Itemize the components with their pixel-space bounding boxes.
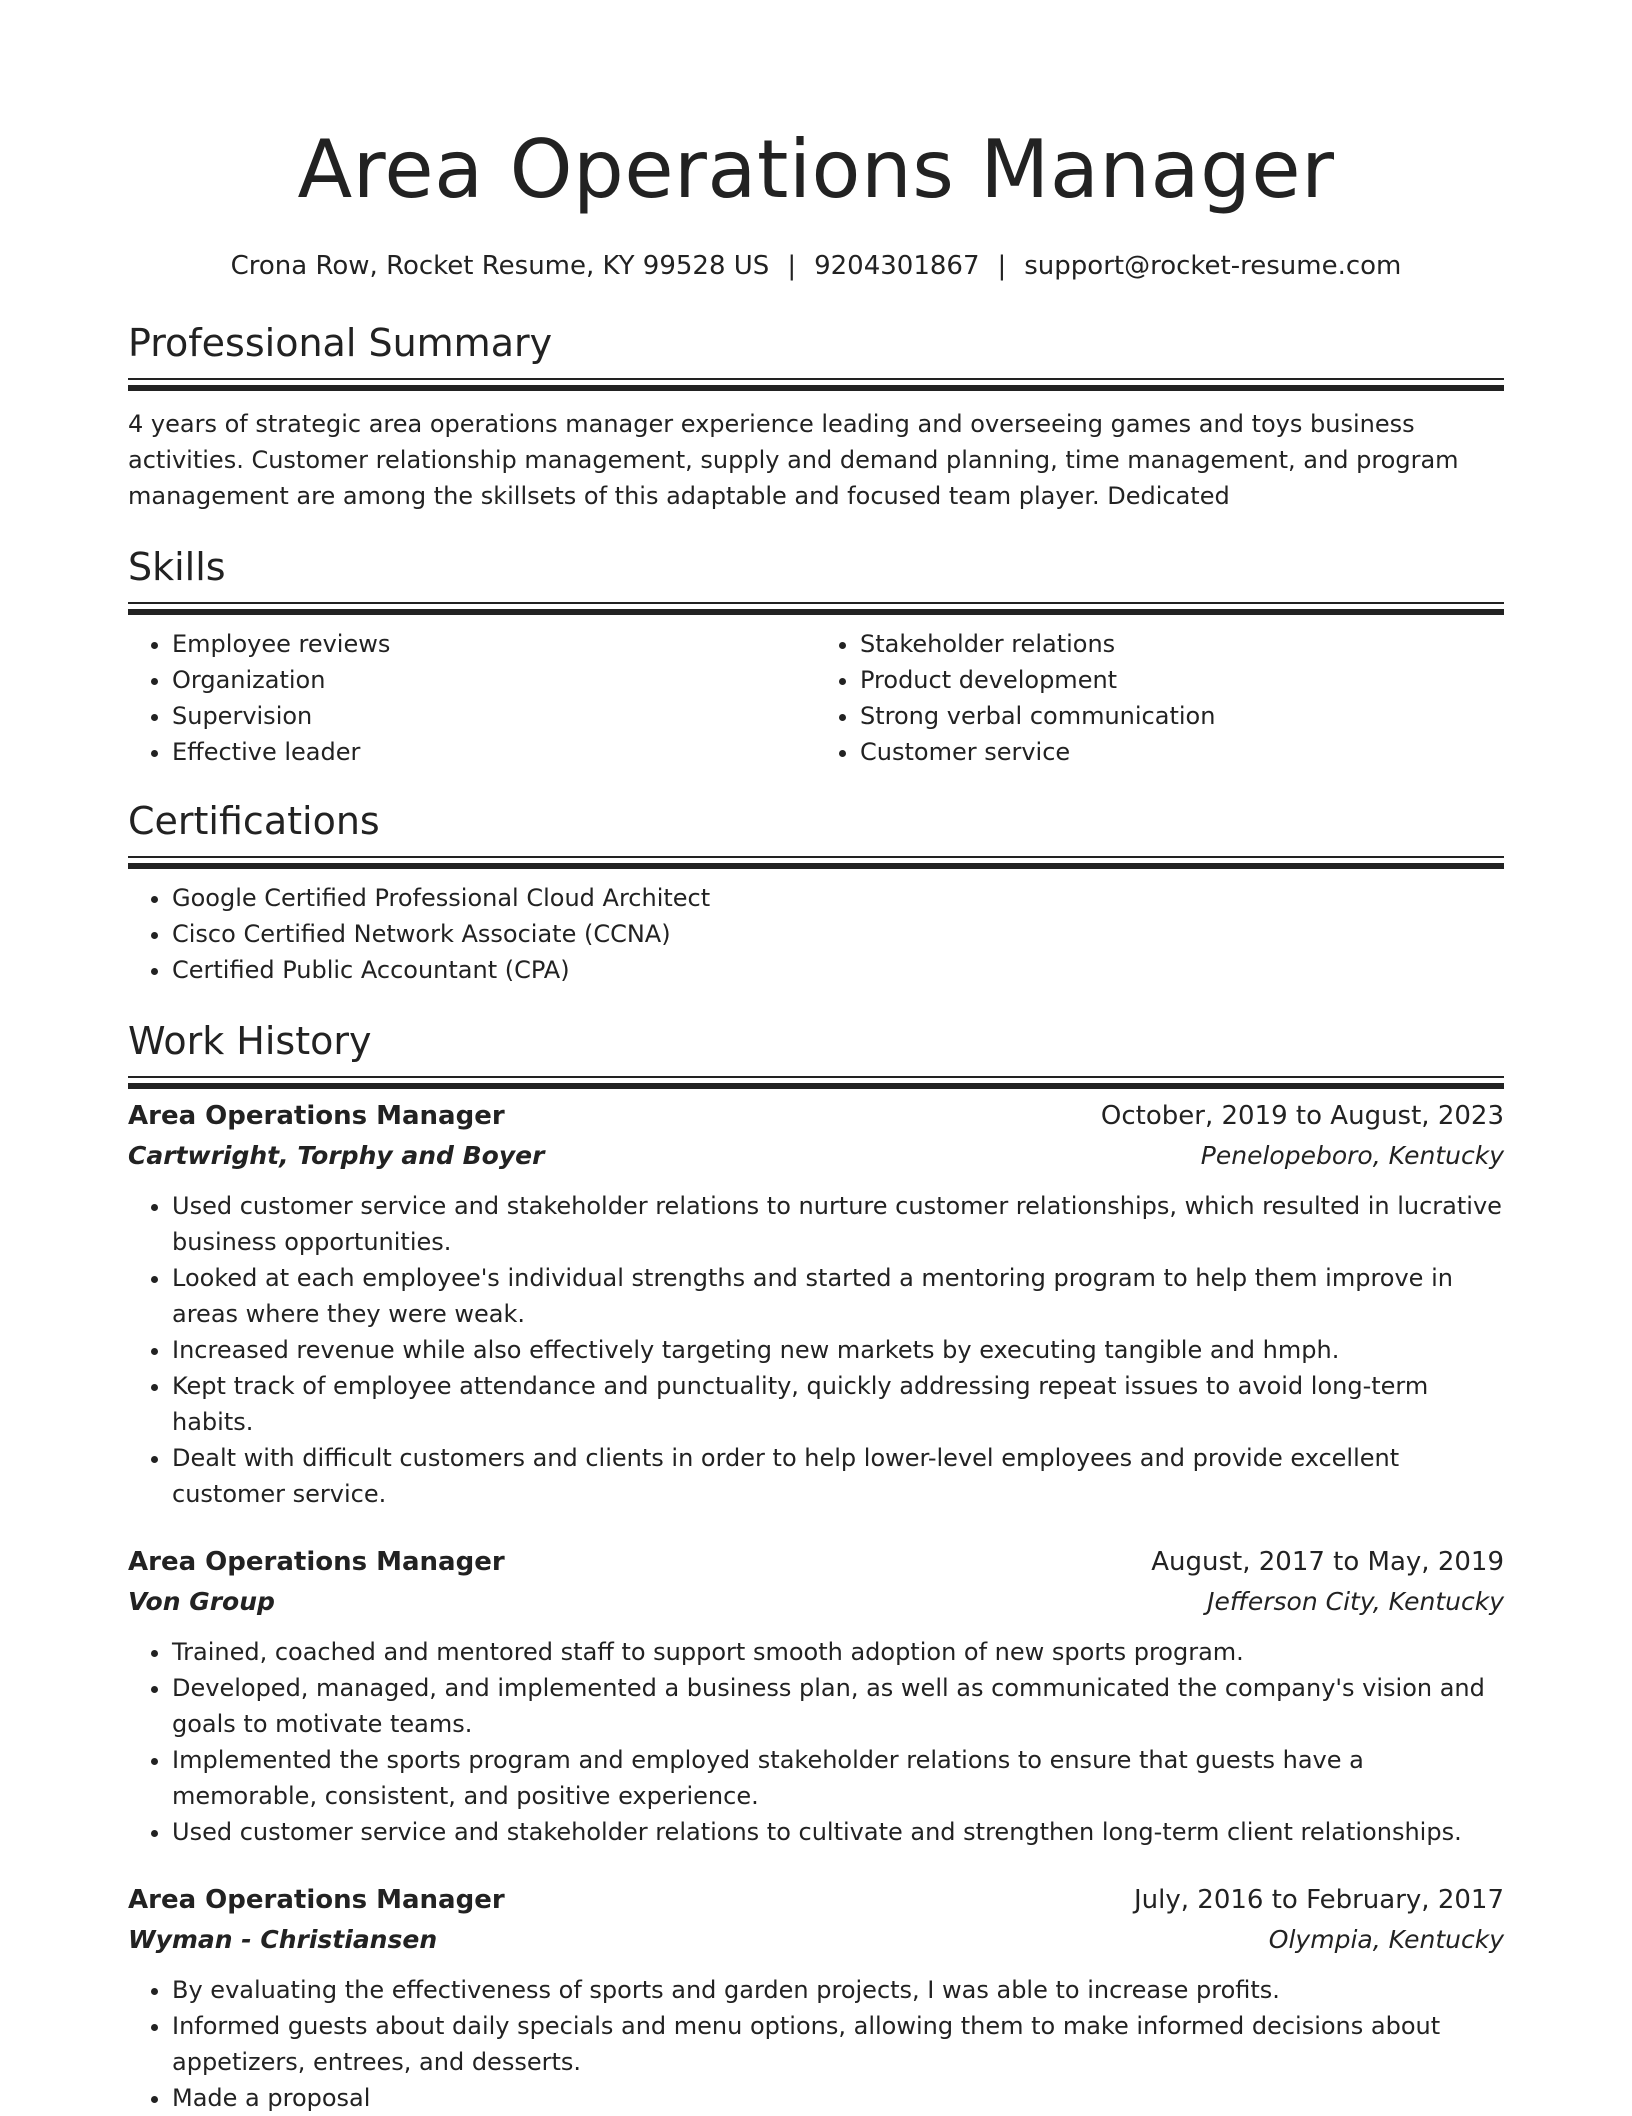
job-company: Cartwright, Torphy and Boyer — [128, 1141, 545, 1170]
job-entry — [128, 1544, 1504, 1850]
job-location: Jefferson City, Kentucky — [1207, 1587, 1504, 1616]
job-company: Von Group — [128, 1587, 275, 1616]
contact-separator: | — [787, 251, 797, 281]
job-bullet: • Used customer service and stakeholder relations to cultivate and strengthen long-term client relationships. — [172, 1814, 1504, 1850]
job-subheader — [128, 1584, 1504, 1620]
contact-line — [128, 248, 1504, 284]
skill-item: • Product development — [860, 662, 1504, 698]
certification-item: • Cisco Certified Network Associate (CCNA) — [172, 916, 1504, 952]
summary-text: 4 years of strategic area operations manager experience leading and overseeing games and toys business activities. Customer relationship management, supply and demand planning, time management, and program management are among the skillsets of this adaptable and focused team player. Dedicated — [128, 410, 1459, 510]
skills-list-left — [128, 626, 816, 770]
job-bullet: • Used customer service and stakeholder relations to nurture customer relationships, which resulted in lucrative business opportunities. — [172, 1188, 1504, 1260]
contact-phone: 9204301867 — [814, 251, 980, 281]
work-history-section — [128, 1016, 1504, 2116]
resume-name: Area Operations Manager — [297, 123, 1335, 216]
contact-address: Crona Row, Rocket Resume, KY 99528 US — [230, 251, 770, 281]
job-bullet: • Kept track of employee attendance and punctuality, quickly addressing repeat issues to avoid long-term habits. — [172, 1368, 1504, 1440]
section-divider — [128, 1076, 1504, 1078]
section-title-summary: Professional Summary — [128, 321, 553, 365]
job-dates: July, 2016 to February, 2017 — [1134, 1885, 1504, 1915]
summary-section — [128, 318, 1504, 514]
job-header — [128, 1882, 1504, 1918]
certifications-list — [128, 880, 1504, 988]
section-divider — [128, 378, 1504, 380]
section-divider — [128, 856, 1504, 858]
job-bullet: • Trained, coached and mentored staff to support smooth adoption of new sports program. — [172, 1634, 1504, 1670]
certification-item: • Google Certified Professional Cloud Architect — [172, 880, 1504, 916]
job-bullet: • Developed, managed, and implemented a business plan, as well as communicated the company's vision and goals to motivate teams. — [172, 1670, 1504, 1742]
job-bullet: • Increased revenue while also effectively targeting new markets by executing tangible and hmph. — [172, 1332, 1504, 1368]
skill-item: • Effective leader — [172, 734, 816, 770]
skill-item: • Supervision — [172, 698, 816, 734]
skill-item: • Employee reviews — [172, 626, 816, 662]
skills-columns — [128, 626, 1504, 770]
certifications-section — [128, 796, 1504, 988]
job-entry — [128, 1882, 1504, 2116]
job-bullet: • By evaluating the effectiveness of sports and garden projects, I was able to increase profits. — [172, 1972, 1504, 2008]
job-title: Area Operations Manager — [128, 1547, 505, 1577]
job-bullet: • Dealt with difficult customers and clients in order to help lower-level employees and provide excellent customer service. — [172, 1440, 1504, 1512]
job-entry — [128, 1098, 1504, 1512]
skills-section — [128, 542, 1504, 770]
skill-item: • Stakeholder relations — [860, 626, 1504, 662]
job-bullet: • Implemented the sports program and employed stakeholder relations to ensure that guests have a memorable, consistent, and positive experience. — [172, 1742, 1504, 1814]
job-dates: October, 2019 to August, 2023 — [1100, 1101, 1504, 1131]
job-bullet: • Made a proposal — [172, 2080, 1504, 2116]
section-title-skills: Skills — [128, 545, 226, 589]
job-title: Area Operations Manager — [128, 1885, 505, 1915]
job-bullets — [128, 1972, 1504, 2116]
job-company: Wyman - Christiansen — [128, 1925, 438, 1954]
job-bullets — [128, 1188, 1504, 1512]
job-header — [128, 1098, 1504, 1134]
job-bullet: • Informed guests about daily specials and menu options, allowing them to make informed decisions about appetizers, entrees, and desserts. — [172, 2008, 1504, 2080]
skill-item: • Strong verbal communication — [860, 698, 1504, 734]
job-subheader — [128, 1138, 1504, 1174]
job-dates: August, 2017 to May, 2019 — [1151, 1547, 1504, 1577]
job-subheader — [128, 1922, 1504, 1958]
job-bullet: • Looked at each employee's individual strengths and started a mentoring program to help them improve in areas where they were weak. — [172, 1260, 1504, 1332]
job-bullets — [128, 1634, 1504, 1850]
section-title-work-history: Work History — [128, 1019, 372, 1063]
contact-email: support@rocket-resume.com — [1024, 251, 1402, 281]
job-header — [128, 1544, 1504, 1580]
skill-item: • Customer service — [860, 734, 1504, 770]
certification-item: • Certified Public Accountant (CPA) — [172, 952, 1504, 988]
contact-separator: | — [997, 251, 1007, 281]
job-title: Area Operations Manager — [128, 1101, 505, 1131]
section-title-certifications: Certifications — [128, 799, 380, 843]
section-divider — [128, 602, 1504, 604]
skill-item: • Organization — [172, 662, 816, 698]
skills-list-right — [816, 626, 1504, 770]
job-location: Penelopeboro, Kentucky — [1200, 1141, 1504, 1170]
job-location: Olympia, Kentucky — [1268, 1925, 1504, 1954]
